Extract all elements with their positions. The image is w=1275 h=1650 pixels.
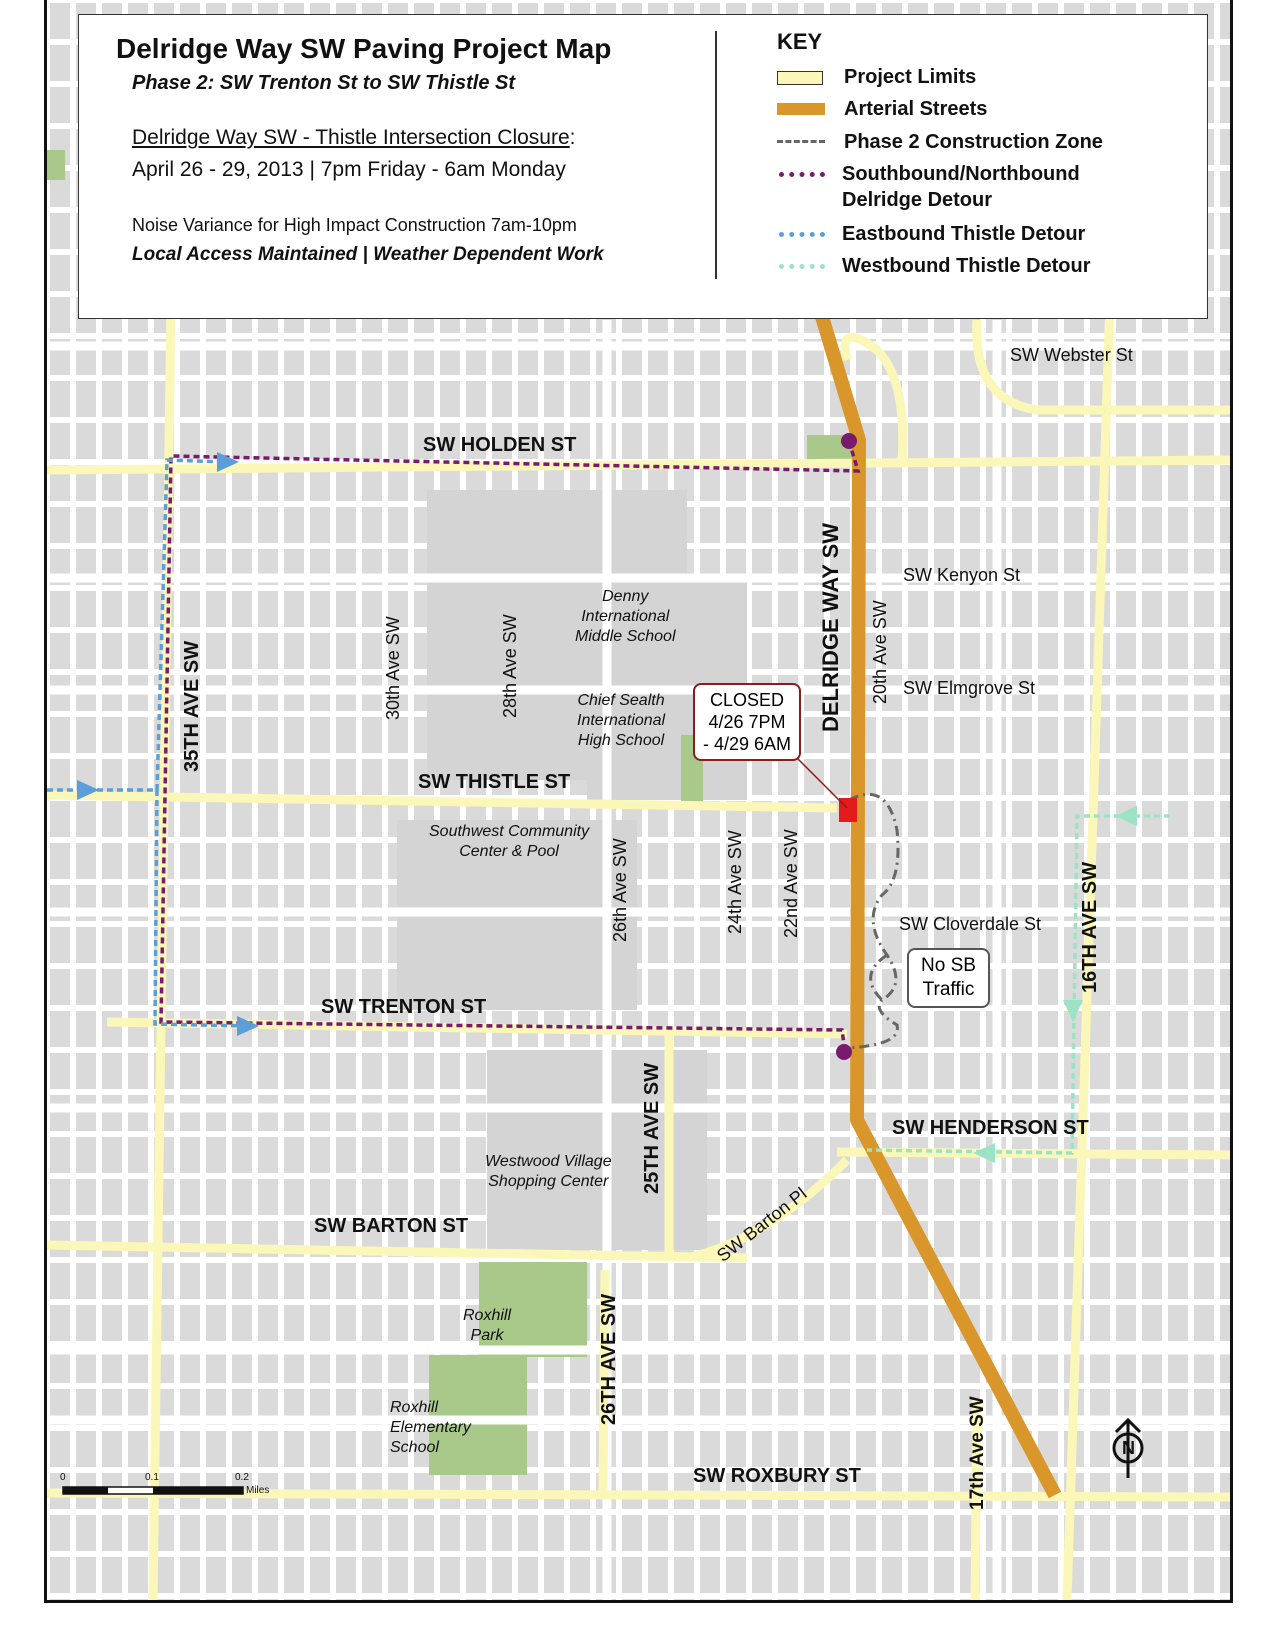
closure-callout-line3: - 4/29 6AM [703, 734, 792, 754]
street-label-17th: 17th Ave SW [967, 1396, 988, 1510]
noise-note: Noise Variance for High Impact Construction 7am-10pm [132, 215, 577, 235]
street-label-thistle: SW THISTLE ST [418, 771, 571, 793]
place-roxhill-school-line1: Roxhill [390, 1399, 439, 1416]
place-denny-line3: Middle School [575, 628, 676, 645]
street-label-elmgrove: SW Elmgrove St [903, 678, 1036, 698]
street-label-30th: 30th Ave SW [383, 616, 403, 720]
place-label-swcc [429, 822, 589, 862]
legend-label-westbound-detour: Westbound Thistle Detour [842, 255, 1091, 277]
legend-label-delridge-detour-2: Delridge Detour [842, 189, 993, 211]
scale-unit: Miles [246, 1485, 270, 1496]
street-label-26th-south: 26TH AVE SW [598, 1293, 620, 1425]
street-label-webster: SW Webster St [1010, 345, 1133, 365]
title-divider [715, 31, 717, 279]
access-note: Local Access Maintained | Weather Dependent Work [132, 244, 604, 265]
legend-label-construction-zone: Phase 2 Construction Zone [844, 131, 1103, 153]
legend-swatch-arterial [777, 103, 825, 115]
street-label-16th: 16TH AVE SW [1079, 861, 1101, 993]
legend-label-arterial: Arterial Streets [844, 98, 988, 120]
closure-heading [132, 126, 576, 150]
place-label-roxhill-school [390, 1398, 471, 1458]
closure-dates: April 26 - 29, 2013 | 7pm Friday - 6am Monday [132, 158, 566, 181]
closure-marker[interactable] [839, 798, 857, 822]
legend-swatch-delridge-detour [779, 172, 825, 177]
place-roxhill-school-line3: School [390, 1439, 439, 1456]
place-westwood-line2: Shopping Center [488, 1173, 609, 1190]
closure-callout-line2: 4/26 7PM [708, 712, 786, 732]
street-label-holden: SW HOLDEN ST [423, 434, 577, 456]
street-label-cloverdale: SW Cloverdale St [899, 914, 1042, 934]
street-label-kenyon: SW Kenyon St [903, 565, 1021, 585]
closure-callout-line1: CLOSED [710, 690, 785, 710]
scale-bar-graphic [63, 1487, 243, 1494]
place-swcc-line2: Center & Pool [459, 843, 559, 860]
detour-end-marker [836, 1044, 852, 1060]
street-label-barton-pl: SW Barton Pl [713, 1183, 811, 1266]
scale-tick-1: 0.1 [145, 1472, 159, 1483]
legend-label-eastbound-detour: Eastbound Thistle Detour [842, 223, 1086, 245]
street-label-24th: 24th Ave SW [725, 830, 745, 934]
scale-tick-2: 0.2 [235, 1472, 249, 1483]
map-frame[interactable] [44, 0, 1233, 1603]
closure-callout [693, 683, 801, 761]
street-label-barton: SW BARTON ST [314, 1215, 469, 1237]
place-westwood-line1: Westwood Village [485, 1153, 612, 1170]
legend-swatch-project-limits [777, 71, 823, 85]
legend-label-delridge-detour: Southbound/Northbound [842, 163, 1080, 185]
closure-heading-colon: : [569, 126, 576, 149]
closure-heading-text: Delridge Way SW - Thistle Intersection Closure [132, 126, 570, 149]
street-label-delridge: DELRIDGE WAY SW [818, 522, 843, 732]
place-roxhill-school-line2: Elementary [390, 1419, 471, 1436]
street-label-roxbury: SW ROXBURY ST [693, 1465, 861, 1487]
place-label-roxhill-park [463, 1306, 511, 1346]
legend-label-project-limits: Project Limits [844, 66, 977, 88]
place-denny-line1: Denny [602, 588, 649, 605]
street-label-20th: 20th Ave SW [870, 600, 890, 704]
place-chief-line2: International [577, 712, 666, 729]
legend-swatch-construction-zone [777, 140, 825, 143]
detour-start-marker [841, 433, 857, 449]
place-swcc-line1: Southwest Community [429, 823, 590, 840]
legend-title: KEY [777, 29, 823, 54]
place-label-westwood [485, 1152, 612, 1192]
place-chief-line3: High School [577, 732, 665, 749]
shopping-center-parcel [487, 1050, 707, 1250]
map-subtitle: Phase 2: SW Trenton St to SW Thistle St [132, 72, 515, 94]
place-chief-line1: Chief Sealth [577, 692, 665, 709]
north-arrow-letter: N [1122, 1438, 1135, 1458]
title-box [78, 14, 1208, 319]
legend-swatch-westbound-detour [779, 264, 825, 269]
legend-swatch-eastbound-detour [779, 232, 825, 237]
place-roxhill-park-line2: Park [470, 1327, 504, 1344]
place-label-denny [575, 587, 676, 647]
scale-tick-0: 0 [60, 1472, 66, 1483]
street-label-28th: 28th Ave SW [500, 614, 520, 718]
street-label-26th: 26th Ave SW [610, 838, 630, 942]
place-label-chief-sealth [577, 691, 665, 751]
no-sb-line1: No SB [921, 955, 976, 976]
street-label-35th: 35TH AVE SW [181, 640, 203, 772]
place-roxhill-park-line1: Roxhill [463, 1307, 512, 1324]
map-title: Delridge Way SW Paving Project Map [116, 33, 612, 64]
no-sb-line2: Traffic [922, 979, 975, 1000]
street-label-25th: 25TH AVE SW [641, 1062, 663, 1194]
park-patch-west [47, 150, 65, 180]
street-label-henderson: SW HENDERSON ST [892, 1117, 1089, 1139]
street-label-trenton: SW TRENTON ST [321, 996, 487, 1018]
street-label-22nd: 22nd Ave SW [781, 829, 801, 938]
no-sb-callout [907, 948, 990, 1008]
place-denny-line2: International [581, 608, 670, 625]
